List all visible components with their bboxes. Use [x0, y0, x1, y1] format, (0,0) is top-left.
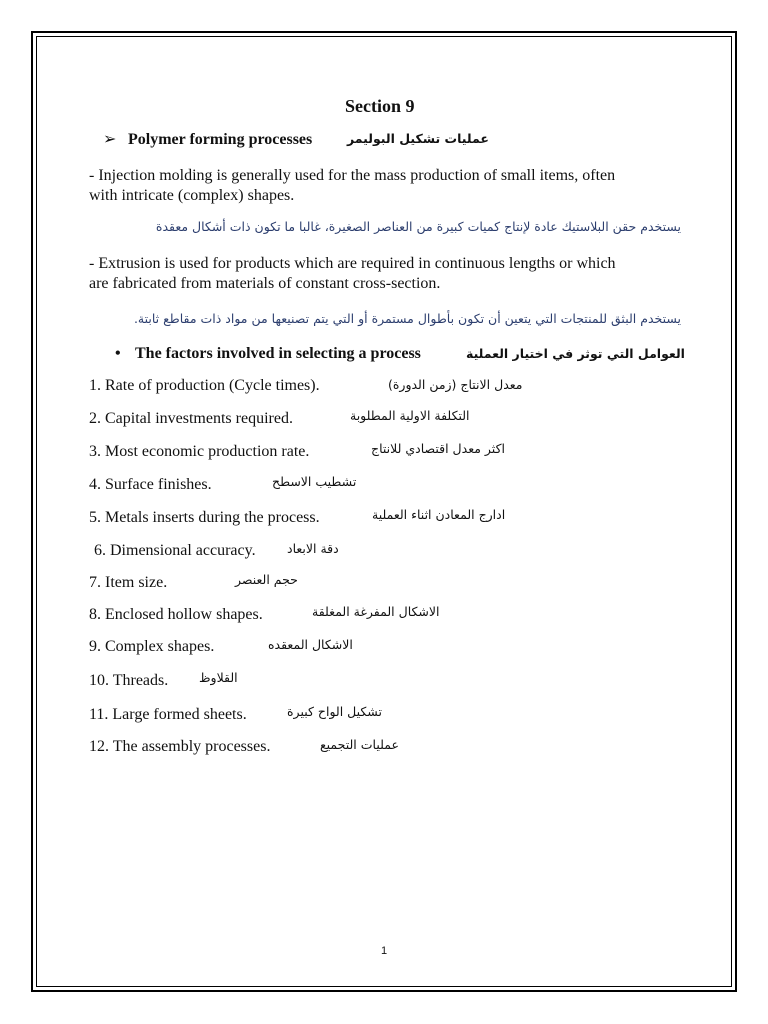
- extrusion-text-ar: يستخدم البثق للمنتجات التي يتعين أن تكون بأطوال مستمرة أو التي يتم تصنيعها من مواد ذات مقاطع ثابتة.: [133, 311, 681, 326]
- injection-text-ar: يستخدم حقن البلاستيك عادة لإنتاج كميات كبيرة من العناصر الصغيرة، غالبا ما تكون ذات أشكال معقدة: [155, 219, 681, 234]
- injection-text-line1: - Injection molding is generally used for the mass production of small items, often: [89, 167, 616, 184]
- arrow-bullet-icon: ➢: [103, 131, 117, 148]
- list-item-en: 11. Large formed sheets.: [89, 706, 247, 723]
- list-item-ar: تشطيب الاسطح: [272, 474, 357, 489]
- list-item-en: 7. Item size.: [89, 574, 168, 591]
- bullet-icon: •: [115, 345, 121, 362]
- section-title: Section 9: [345, 96, 415, 116]
- list-item-ar: التكلفة الاولية المطلوبة: [350, 408, 470, 423]
- list-item-en: 3. Most economic production rate.: [89, 443, 310, 460]
- heading-polymer-en: Polymer forming processes: [128, 131, 313, 148]
- heading-factors-ar: العوامل التي توثر في اختيار العملية: [466, 346, 685, 361]
- list-item-ar: عمليات التجميع: [320, 737, 399, 752]
- list-item-ar: ادارج المعادن اثناء العملية: [372, 507, 506, 522]
- heading-polymer-ar: عمليات تشكيل البوليمر: [347, 131, 489, 146]
- list-item-ar: الاشكال المفرغة المغلقة: [312, 604, 440, 619]
- list-item-ar: تشكيل الواح كبيرة: [287, 704, 382, 719]
- injection-text-line2: with intricate (complex) shapes.: [89, 187, 295, 204]
- list-item-ar: حجم العنصر: [235, 572, 298, 587]
- list-item-en: 10. Threads.: [89, 672, 169, 689]
- list-item-en: 4. Surface finishes.: [89, 476, 212, 493]
- list-item-ar: معدل الانتاج (زمن الدورة): [388, 377, 523, 392]
- list-item-ar: القلاوظ: [199, 670, 238, 685]
- list-item-ar: اكثر معدل اقتصادي للانتاج: [371, 441, 505, 456]
- extrusion-text-line2: are fabricated from materials of constant cross-section.: [89, 275, 441, 292]
- list-item-en: 9. Complex shapes.: [89, 638, 215, 655]
- list-item-en: 12. The assembly processes.: [89, 738, 271, 755]
- extrusion-text-line1: - Extrusion is used for products which are required in continuous lengths or which: [89, 255, 616, 272]
- list-item-en: 8. Enclosed hollow shapes.: [89, 606, 263, 623]
- list-item-en: 2. Capital investments required.: [89, 410, 293, 427]
- list-item-en: 5. Metals inserts during the process.: [89, 509, 320, 526]
- list-item-ar: دقة الابعاد: [287, 541, 339, 556]
- heading-factors-en: The factors involved in selecting a process: [135, 345, 421, 362]
- list-item-ar: الاشكال المعقده: [268, 637, 353, 652]
- list-item-en: 6. Dimensional accuracy.: [94, 542, 256, 559]
- page-number: 1: [381, 945, 388, 957]
- list-item-en: 1. Rate of production (Cycle times).: [89, 377, 320, 394]
